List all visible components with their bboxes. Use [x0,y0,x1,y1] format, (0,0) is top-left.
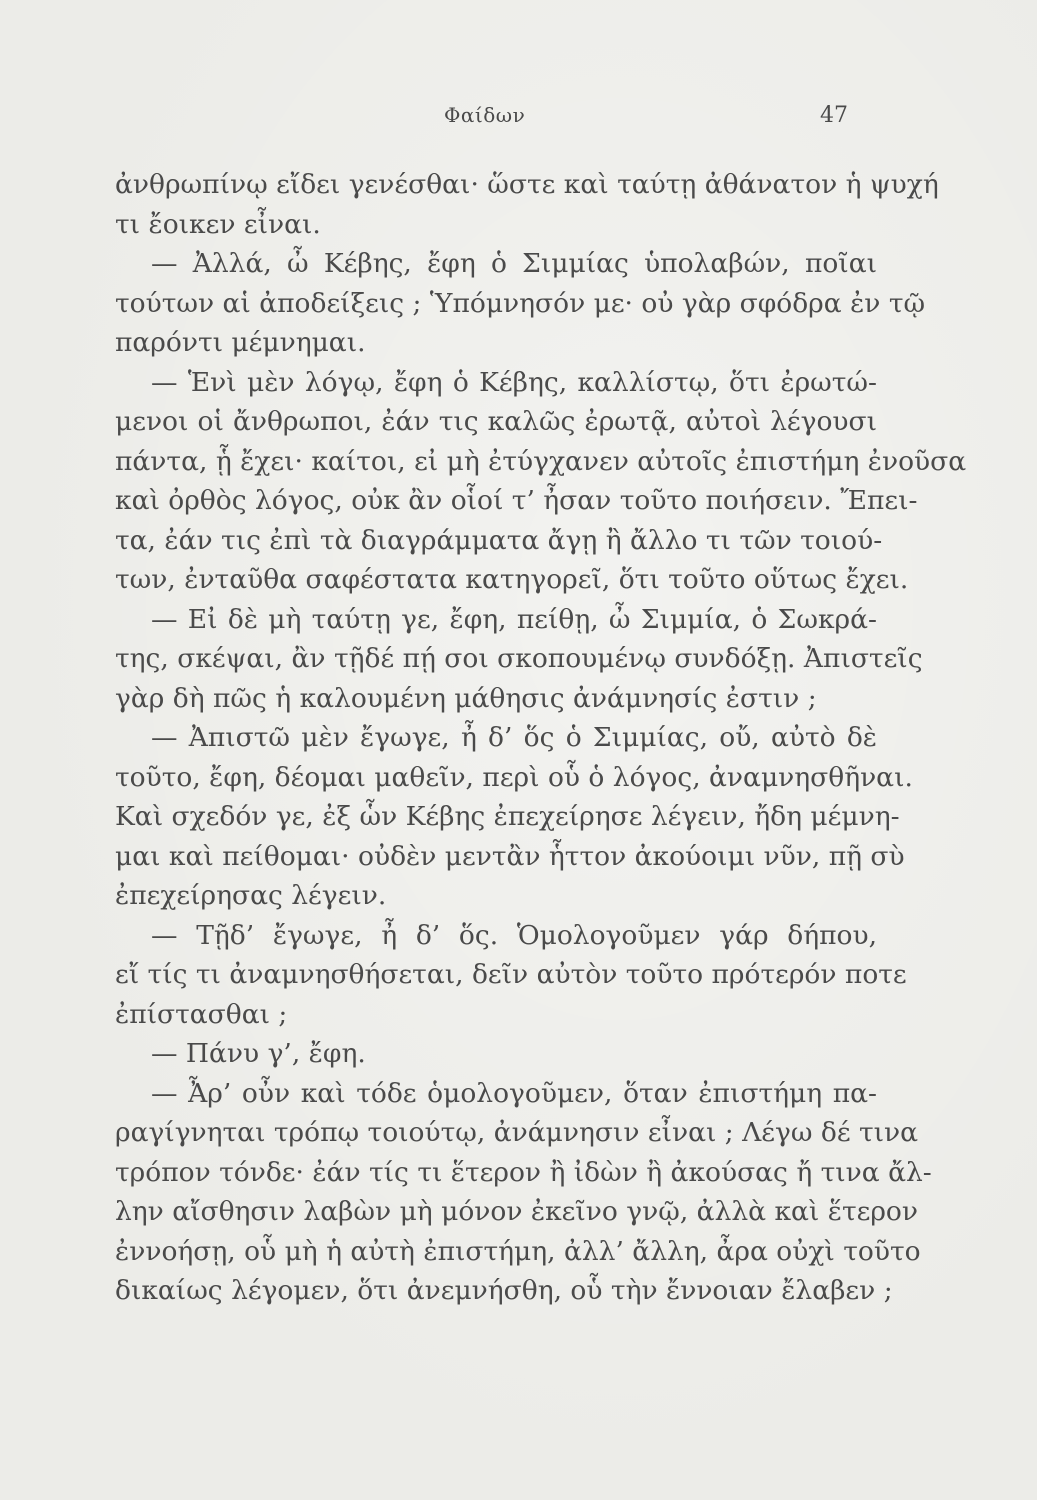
text-line: — Πάνυ γ’, ἔφη. [151,1038,366,1069]
text-line: δικαίως λέγομεν, ὅτι ἀνεμνήσθη, οὗ τὴν ἔννοιαν ἔλαβεν ; [115,1275,893,1306]
text-line: τούτων αἱ ἀποδείξεις ; Ὑπόμνησόν με· οὐ γὰρ σφόδρα ἐν τῷ [115,287,926,319]
text-line: — Ἀπιστῶ μὲν ἔγωγε, ἦ δ’ ὅς ὁ Σιμμίας, οὔ, αὐτὸ δὲ [151,722,877,753]
text-line: Καὶ σχεδόν γε, ἐξ ὧν Κέβης ἐπεχείρησε λέγειν, ἤδη μέμνη- [115,801,900,832]
text-line: — Τῇδ’ ἔγωγε, ἦ δ’ ὅς. Ὁμολογοῦμεν γάρ δήπου, [151,919,877,951]
text-line: παρόντι μέμνημαι. [115,327,366,358]
running-title: Φαίδων [444,103,526,127]
text-line: της, σκέψαι, ἂν τῇδέ πῄ σοι σκοπουμένῳ συνδόξῃ. Ἀπιστεῖς [115,643,923,674]
text-line: ραγίγνηται τρόπῳ τοιούτῳ, ἀνάμνησιν εἶναι ; Λέγω δέ τινα [115,1117,919,1148]
text-line: εἴ τίς τι ἀναμνησθήσεται, δεῖν αὐτὸν τοῦτο πρότερόν ποτε [115,959,907,990]
text-line: τρόπον τόνδε· ἐάν τίς τι ἕτερον ἢ ἰδὼν ἢ ἀκούσας ἤ τινα ἄλ- [115,1156,932,1188]
running-head [0,103,1037,133]
text-line: λην αἴσθησιν λαβὼν μὴ μόνον ἐκεῖνο γνῷ, ἀλλὰ καὶ ἕτερον [115,1196,918,1227]
text-line: ἐπεχείρησας λέγειν. [115,880,387,911]
page-number: 47 [820,103,848,128]
text-line: των, ἐνταῦθα σαφέστατα κατηγορεῖ, ὅτι τοῦτο οὕτως ἔχει. [115,564,909,595]
text-line: — Ἑνὶ μὲν λόγῳ, ἔφη ὁ Κέβης, καλλίστῳ, ὅτι ἐρωτώ- [151,366,877,398]
text-line: ἐπίστασθαι ; [115,998,288,1030]
text-line: ἀνθρωπίνῳ εἴδει γενέσθαι· ὥστε καὶ ταύτῃ ἀθάνατον ἡ ψυχή [115,169,939,200]
body-text [115,165,967,1311]
text-line: πάντα, ᾗ ἔχει· καίτοι, εἰ μὴ ἐτύγχανεν αὐτοῖς ἐπιστήμη ἐνοῦσα [115,445,967,477]
text-line: γὰρ δὴ πῶς ἡ καλουμένη μάθησις ἀνάμνησίς ἐστιν ; [115,682,817,714]
text-line: — Ἀλλά, ὦ Κέβης, ἔφη ὁ Σιμμίας ὑπολαβών, ποῖαι [151,248,877,279]
text-line: ἐννοήσῃ, οὗ μὴ ἡ αὐτὴ ἐπιστήμη, ἀλλ’ ἄλλη, ἆρα οὐχὶ τοῦτο [115,1235,921,1267]
text-line: — Ἆρ’ οὖν καὶ τόδε ὁμολογοῦμεν, ὅταν ἐπιστήμη πα- [151,1077,877,1109]
text-line: μενοι οἱ ἄνθρωποι, ἐάν τις καλῶς ἐρωτᾷ, αὐτοὶ λέγουσι [115,406,877,437]
text-line: τα, ἐάν τις ἐπὶ τὰ διαγράμματα ἄγῃ ἢ ἄλλο τι τῶν τοιού- [115,524,883,556]
text-line: καὶ ὀρθὸς λόγος, οὐκ ἂν οἷοί τ’ ἦσαν τοῦτο ποιήσειν. Ἔπει- [115,485,918,516]
text-line: — Εἰ δὲ μὴ ταύτῃ γε, ἔφη, πείθῃ, ὦ Σιμμία, ὁ Σωκρά- [151,603,877,635]
text-line: μαι καὶ πείθομαι· οὐδὲν μεντἂν ἧττον ἀκούοιμι νῦν, πῇ σὺ [115,840,905,872]
text-line: τι ἔοικεν εἶναι. [115,208,321,240]
text-line: τοῦτο, ἔφη, δέομαι μαθεῖν, περὶ οὗ ὁ λόγος, ἀναμνησθῆναι. [115,761,913,793]
